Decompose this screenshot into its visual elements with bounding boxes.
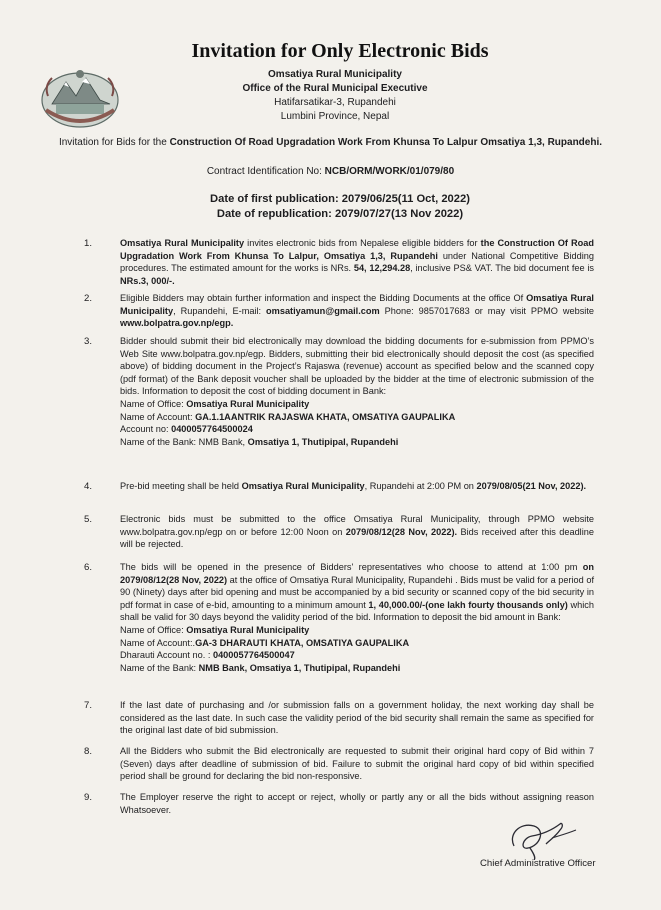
account-no-label: Dharauti Account no. : <box>120 650 213 661</box>
item-number: 4. <box>84 481 93 492</box>
item-number: 3. <box>84 336 93 347</box>
item-1-text-b: under National Competitive Bidding procedures. The estimated amount for the works is NRs. <box>120 250 595 274</box>
office-value: Omsatiya Rural Municipality <box>186 624 310 635</box>
signatory-title: Chief Administrative Officer <box>480 858 596 869</box>
bank-label: Name of the Bank: NMB Bank, <box>120 436 248 447</box>
item-2-text-b: , Rupandehi, E-mail: <box>173 305 267 316</box>
item-7-text <box>120 699 594 737</box>
item-number: 1. <box>84 238 93 249</box>
item-2-text <box>120 292 594 330</box>
republication-date: Date of republication: 2079/07/27(13 Nov 2022) <box>216 208 464 220</box>
item-5-text-b: Bids received after this deadline will be rejected. <box>120 526 594 550</box>
item-5-text-a: Electronic bids must be submitted to the office Omsatiya Rural Municipality, through PPMO website www.bolpatra.gov.np/egp on or before 12:00 Noon on <box>120 514 594 537</box>
item-7-body: If the last date of purchasing and /or submission falls on a government holiday, the next working day shall be considered as the last date. In such case the validity period of the bid security shall remain the same as specified for the original last date of bid submission. <box>120 700 594 736</box>
item-6-text-c: which shall be valid for 30 days beyond the validity period of the bid. Information to deposit the bid amount in Bank: <box>120 599 594 623</box>
item-number: 6. <box>84 562 93 573</box>
item-6-amount: 1, 40,000.00/-(one lakh fourty thousands only) <box>368 599 568 610</box>
item-number: 7. <box>84 700 93 711</box>
item-number: 2. <box>84 293 93 304</box>
item-1-project: the Construction Of Road Upgradation Work From Khunsa To Lalpur, Omsatiya 1,3, Rupandehi <box>120 238 595 261</box>
item-number: 5. <box>84 514 93 525</box>
item-4-text-a: Pre-bid meeting shall be held <box>120 481 242 491</box>
item-1-text-c: , inclusive PS& VAT. The bid document fee is <box>410 263 594 274</box>
item-6-date: on 2079/08/12(28 Nov, 2022) <box>120 562 594 585</box>
government-emblem-icon <box>38 66 122 130</box>
account-value: GA.1.1AANTRIK RAJASWA KHATA, OMSATIYA GAUPALIKA <box>195 411 456 422</box>
item-5-deadline: 2079/08/12(28 Nov, 2022). <box>345 526 458 537</box>
item-2-text-a: Eligible Bidders may obtain further information and inspect the Bidding Documents at the office Of <box>120 293 527 303</box>
office-label: Name of Office: <box>120 398 187 409</box>
item-3-body: Bidder should submit their bid electronically may download the bidding documents for e-submission from PPMO’s Web Site www.bolpatra.gov.np/egp. Bidders, submitting their bid electronically should deposit the cost (as specified above) of bidding document in the Project’s Rajaswa (revenue) account as specified below and the scanned copy (pdf format) of the Bank deposit voucher shall be uploaded by the bidder at the time of electronic submission of the bids. Information to deposit the cost of bidding document in Bank: <box>120 336 594 397</box>
account-value: GA-3 DHARAUTI KHATA, OMSATIYA GAUPALIKA <box>195 637 410 648</box>
office-name: Office of the Rural Municipal Executive <box>242 83 428 94</box>
item-2-org: Omsatiya Rural Municipality <box>120 293 594 316</box>
org-name: Omsatiya Rural Municipality <box>268 69 402 80</box>
bank-label: Name of the Bank: <box>120 662 199 673</box>
item-5-text <box>120 513 594 551</box>
item-4-org: Omsatiya Rural Municipality <box>241 481 365 491</box>
address-line-1: Hatifarsatikar-3, Rupandehi <box>274 97 396 108</box>
account-no-value: 0400057764500024 <box>171 424 253 435</box>
item-2-text-c: Phone: 9857017683 or may visit PPMO website <box>379 305 595 316</box>
item-4-date: 2079/08/05(21 Nov, 2022). <box>476 481 587 491</box>
account-label: Name of Account:. <box>120 637 196 648</box>
item-4-text-b: , Rupandehi at 2:00 PM on <box>364 481 477 491</box>
page-title: Invitation for Only Electronic Bids <box>191 40 489 62</box>
item-number: 9. <box>84 792 93 803</box>
signature-scribble-icon <box>500 816 580 860</box>
intro-prefix: Invitation for Bids for the <box>58 137 170 148</box>
item-8-body: All the Bidders who submit the Bid electronically are requested to submit their original hard copy of Bid within 7 (Seven) days after deadline of submission of bid. Failure to submit the original hard copy of bid within specified period shall be ground for declaring the bid non-responsive. <box>120 746 594 782</box>
item-6-text <box>120 561 594 674</box>
item-8-text <box>120 745 594 783</box>
address-line-2: Lumbini Province, Nepal <box>280 111 390 122</box>
item-1-org: Omsatiya Rural Municipality <box>120 238 245 248</box>
office-label: Name of Office: <box>120 624 187 635</box>
item-1-fee: NRs.3, 000/-. <box>120 275 175 286</box>
item-9-text <box>120 791 594 816</box>
item-6-text-b: at the office of Omsatiya Rural Municipality, Rupandehi . Bids must be valid for a period of 90 (Ninety) days after bid opening and must be accompanied by a bid security or scanned copy of the bid security in pdf format in case of e-bid, amounting to a minimum amount <box>120 574 594 610</box>
account-no-label: Account no: <box>120 424 172 435</box>
item-number: 8. <box>84 746 93 757</box>
item-1-text <box>120 237 594 287</box>
bank-value: Omsatiya 1, Thutipipal, Rupandehi <box>247 436 399 447</box>
intro-project: Construction Of Road Upgradation Work From Khunsa To Lalpur Omsatiya 1,3, Rupandehi. <box>169 137 603 148</box>
account-label: Name of Account: <box>120 411 196 422</box>
contract-line <box>0 165 661 178</box>
account-no-value: 0400057764500047 <box>212 650 295 661</box>
contract-value: NCB/ORM/WORK/01/079/80 <box>324 166 455 177</box>
bank-value: NMB Bank, Omsatiya 1, Thutipipal, Rupandehi <box>198 662 401 673</box>
item-1-amount: 54, 12,294.28 <box>353 263 411 274</box>
item-2-website: www.bolpatra.gov.np/egp. <box>120 318 234 329</box>
item-2-email: omsatiyamun@gmail.com <box>266 305 380 316</box>
item-4-text <box>120 480 594 493</box>
item-9-body: The Employer reserve the right to accept or reject, wholly or partly any or all the bids without assigning reason Whatsoever. <box>120 792 594 815</box>
contract-label: Contract Identification No: <box>206 166 325 177</box>
first-publication-date: Date of first publication: 2079/06/25(11 Oct, 2022) <box>210 193 470 205</box>
item-1-text-a: invites electronic bids from Nepalese eligible bidders for <box>244 238 481 248</box>
item-6-text-a: The bids will be opened in the presence of Bidders' representatives who choose to attend at 1:00 pm <box>120 562 583 572</box>
item-3-text <box>120 335 594 448</box>
office-value: Omsatiya Rural Municipality <box>186 398 310 409</box>
intro-line <box>0 136 661 149</box>
